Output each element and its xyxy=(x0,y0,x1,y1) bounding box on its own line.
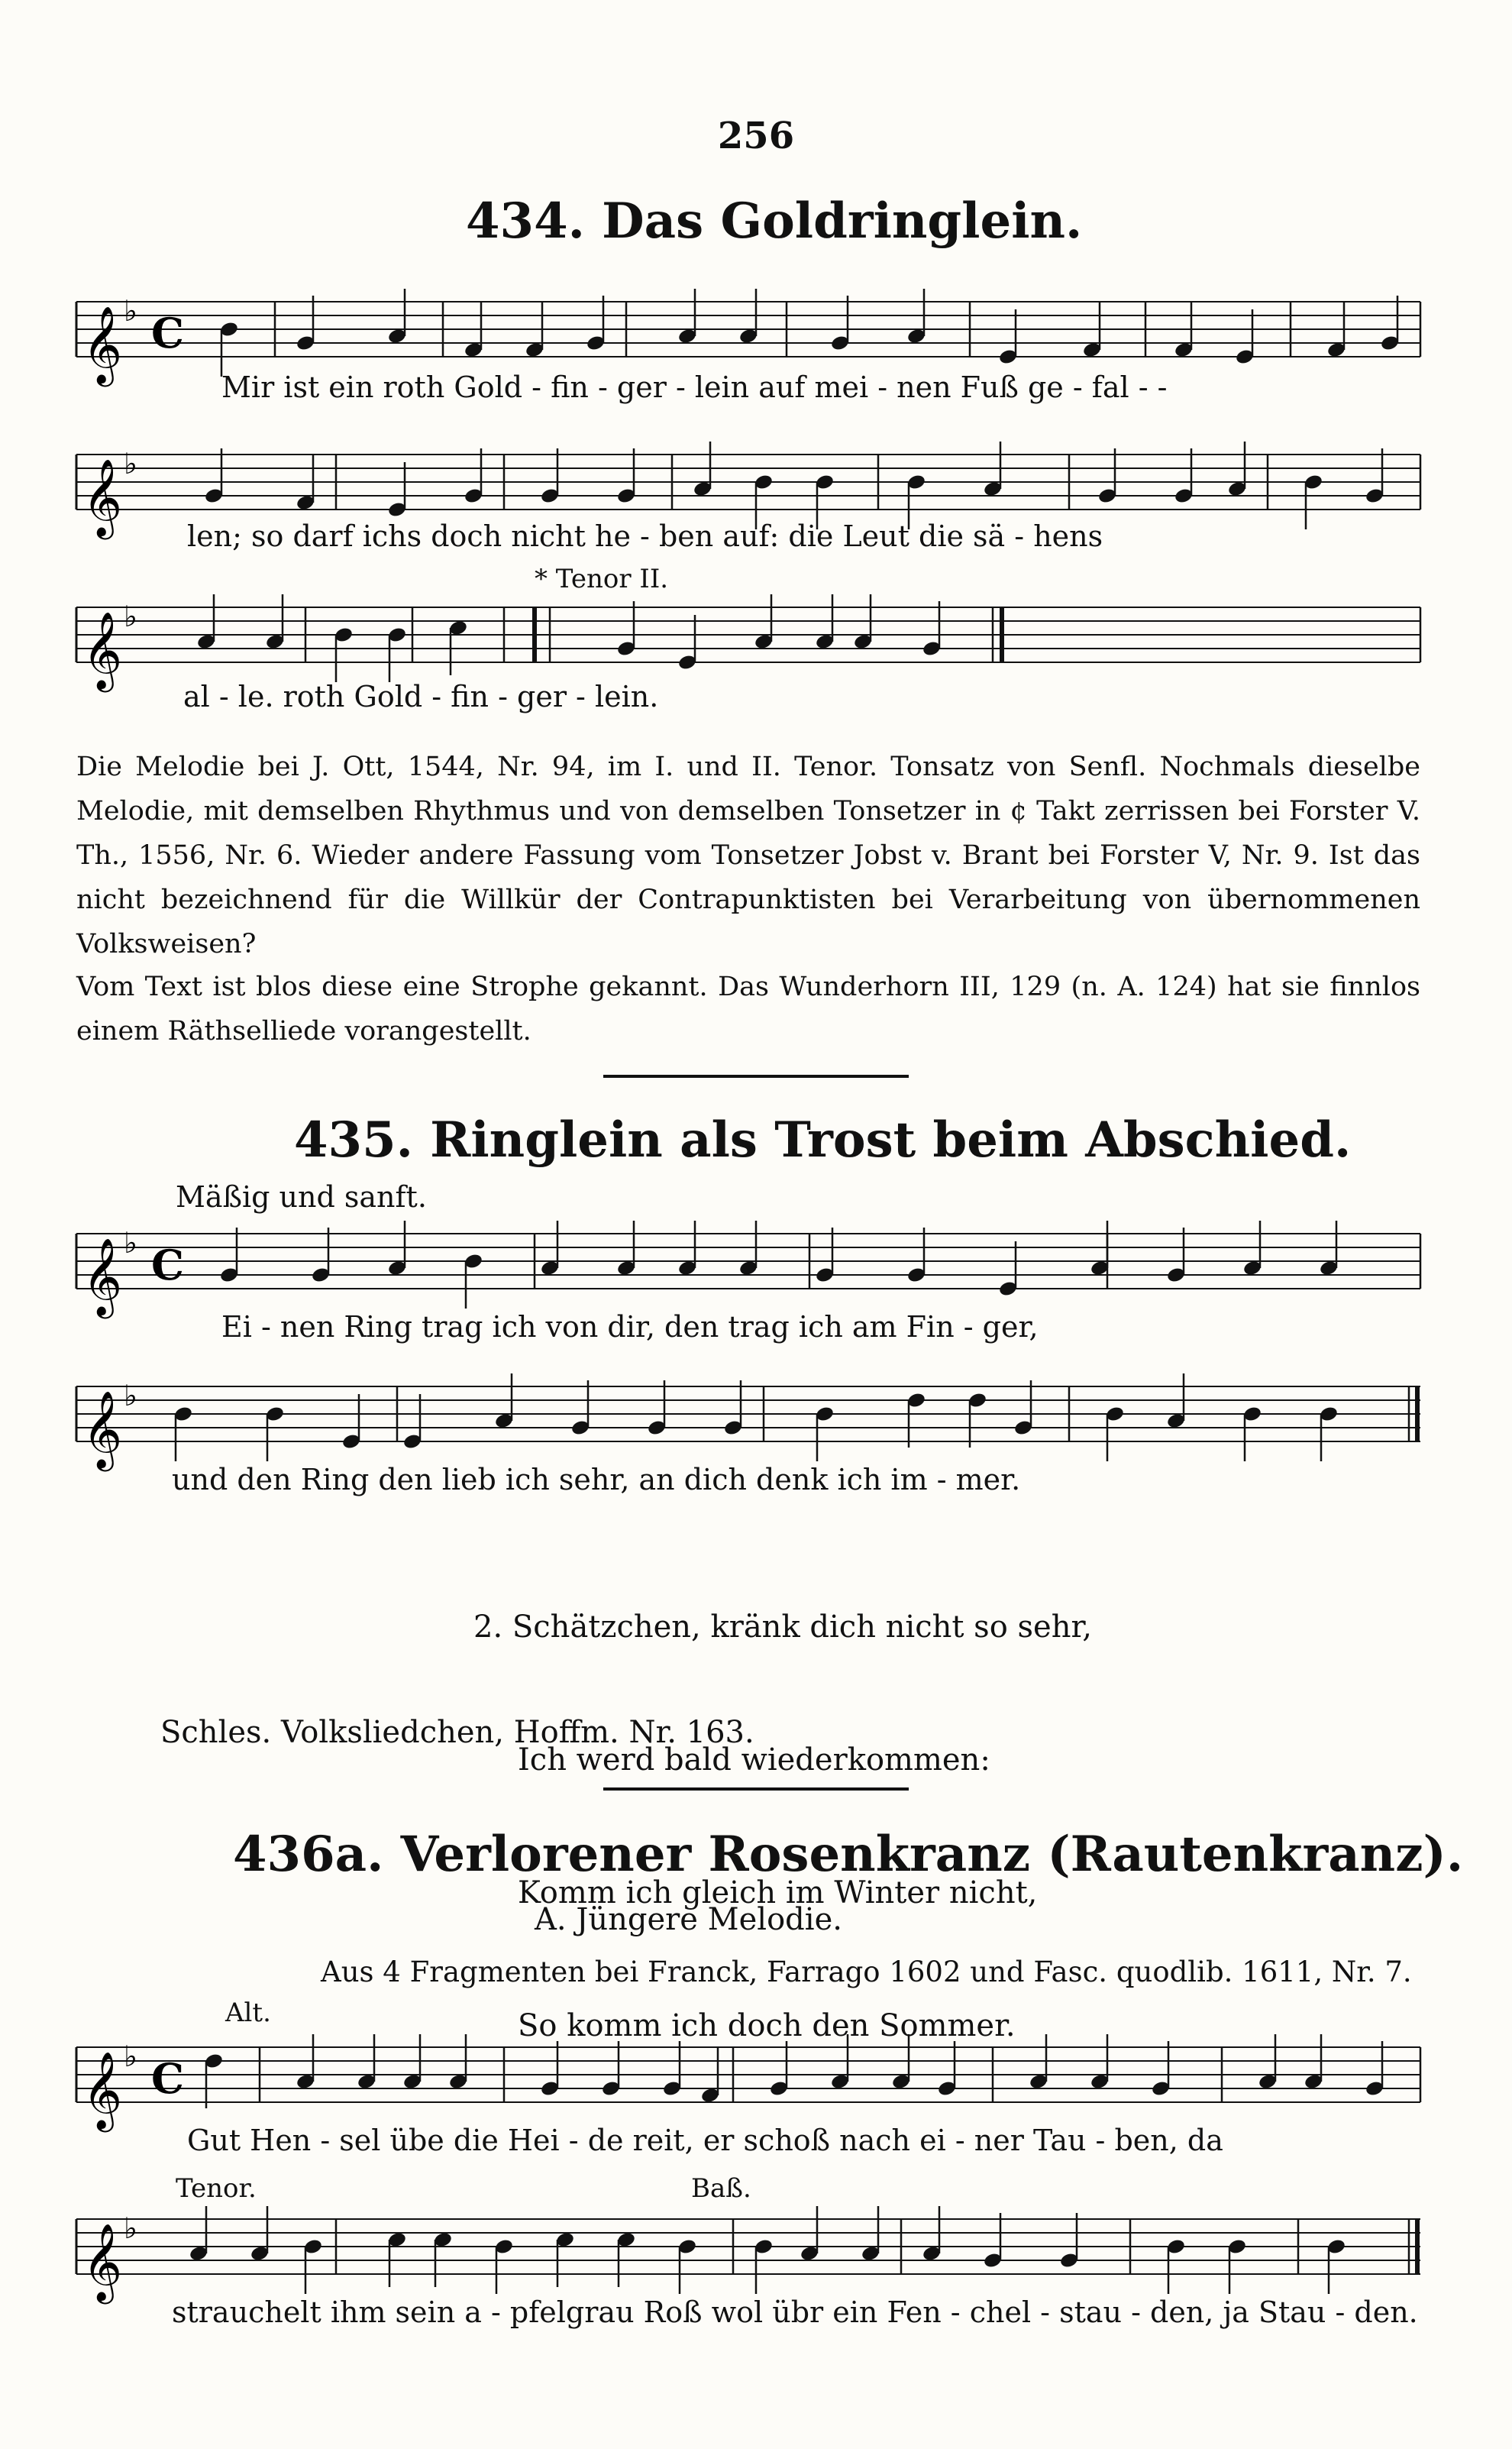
verse-line: Komm ich gleich im Winter nicht, xyxy=(518,1875,1038,1910)
flat-icon: ♭ xyxy=(124,1379,137,1413)
music-staff xyxy=(76,2200,1420,2301)
flat-icon: ♭ xyxy=(124,2040,137,2074)
verse-line: Ich werd bald wiederkommen: xyxy=(518,1742,990,1778)
voice-label-bass: Baß. xyxy=(691,2173,751,2204)
flat-icon: ♭ xyxy=(124,1226,137,1260)
time-signature-icon: C xyxy=(151,1241,184,1289)
music-staff xyxy=(76,1367,1420,1468)
treble-clef-icon: 𝄞 xyxy=(82,1389,123,1468)
song-title-435: 435. Ringlein als Trost beim Abschied. xyxy=(294,1111,1352,1169)
melody-subtitle: A. Jüngere Melodie. xyxy=(535,1902,842,1937)
lyrics-line: Ei - nen Ring trag ich von dir, den trag ich am Fin - ger, xyxy=(221,1310,1039,1344)
voice-label-alt: Alt. xyxy=(225,1998,271,2028)
treble-clef-icon: 𝄞 xyxy=(82,2050,123,2129)
time-signature-icon: C xyxy=(151,309,184,357)
lyrics-line: Gut Hen - sel übe die Hei - de reit, er schoß nach ei - ner Tau - ben, da xyxy=(187,2124,1223,2157)
music-staff xyxy=(76,1215,1420,1315)
staff-graphic xyxy=(76,1215,1420,1322)
section-divider xyxy=(603,1075,909,1078)
staff-graphic xyxy=(76,2028,1420,2135)
verse-stanza xyxy=(473,1516,1092,2092)
commentary-paragraph: Vom Text ist blos diese eine Strophe gekannt. Das Wunderhorn III, 129 (n. A. 124) hat sie finnlos einem Räthselliede vorangestellt. xyxy=(76,972,1420,1047)
music-staff xyxy=(76,588,1420,689)
music-staff xyxy=(76,2028,1420,2129)
flat-icon: ♭ xyxy=(124,600,137,634)
song-title-436a: 436a. Verlorener Rosenkranz (Rautenkranz). xyxy=(233,1826,1464,1883)
treble-clef-icon: 𝄞 xyxy=(82,458,123,536)
song-title-434: 434. Das Goldringlein. xyxy=(466,192,1083,250)
music-staff xyxy=(76,283,1420,383)
lyrics-line: len; so darf ichs doch nicht he - ben auf: die Leut die sä - hens xyxy=(187,519,1103,553)
lyrics-line: Mir ist ein roth Gold - fin - ger - lein auf mei - nen Fuß ge - fal - - xyxy=(221,370,1168,404)
flat-icon: ♭ xyxy=(124,447,137,481)
commentary-paragraph: Die Melodie bei J. Ott, 1544, Nr. 94, im I. und II. Tenor. Tonsatz von Senfl. Nochmals dieselbe Melodie, mit demselben Rhythmus und von demselben Tonsetzer in ¢ Takt zerrissen bei Forster V. Th., 1556, Nr. 6. Wieder andere Fassung vom Tonsetzer Jobst v. Brant bei Forster V, Nr. 9. Ist das nicht bezeichnend für die Willkür der Contrapunktisten bei Verarbeitung von übernommenen Volksweisen? xyxy=(76,752,1420,959)
staff-graphic xyxy=(76,588,1420,695)
treble-clef-icon: 𝄞 xyxy=(82,305,123,383)
lyrics-line: al - le. roth Gold - fin - ger - lein. xyxy=(183,680,659,713)
flat-icon: ♭ xyxy=(124,2211,137,2246)
section-divider xyxy=(603,1787,909,1791)
tempo-marking: Mäßig und sanft. xyxy=(176,1180,427,1214)
staff-graphic xyxy=(76,2200,1420,2307)
flat-icon: ♭ xyxy=(124,294,137,328)
treble-clef-icon: 𝄞 xyxy=(82,1237,123,1315)
source-citation: Schles. Volksliedchen, Hoffm. Nr. 163. xyxy=(160,1715,754,1750)
staff-graphic xyxy=(76,1367,1420,1474)
voice-label-tenor: Tenor. xyxy=(176,2173,257,2204)
time-signature-icon: C xyxy=(151,2054,184,2103)
page-number: 256 xyxy=(717,115,795,157)
lyrics-line: strauchelt ihm sein a - pfelgrau Roß wol übr ein Fen - chel - stau - den, ja Stau - den. xyxy=(172,2295,1418,2329)
treble-clef-icon: 𝄞 xyxy=(82,2222,123,2301)
source-line: Aus 4 Fragmenten bei Franck, Farrago 1602 und Fasc. quodlib. 1611, Nr. 7. xyxy=(321,1956,1412,1988)
lyrics-line: und den Ring den lieb ich sehr, an dich denk ich im - mer. xyxy=(172,1463,1021,1496)
verse-line: 2. Schätzchen, kränk dich nicht so sehr, xyxy=(473,1609,1092,1645)
treble-clef-icon: 𝄞 xyxy=(82,610,123,689)
voice-annotation: * Tenor II. xyxy=(535,564,669,594)
verse-line: So komm ich doch den Sommer. xyxy=(518,2008,1016,2043)
